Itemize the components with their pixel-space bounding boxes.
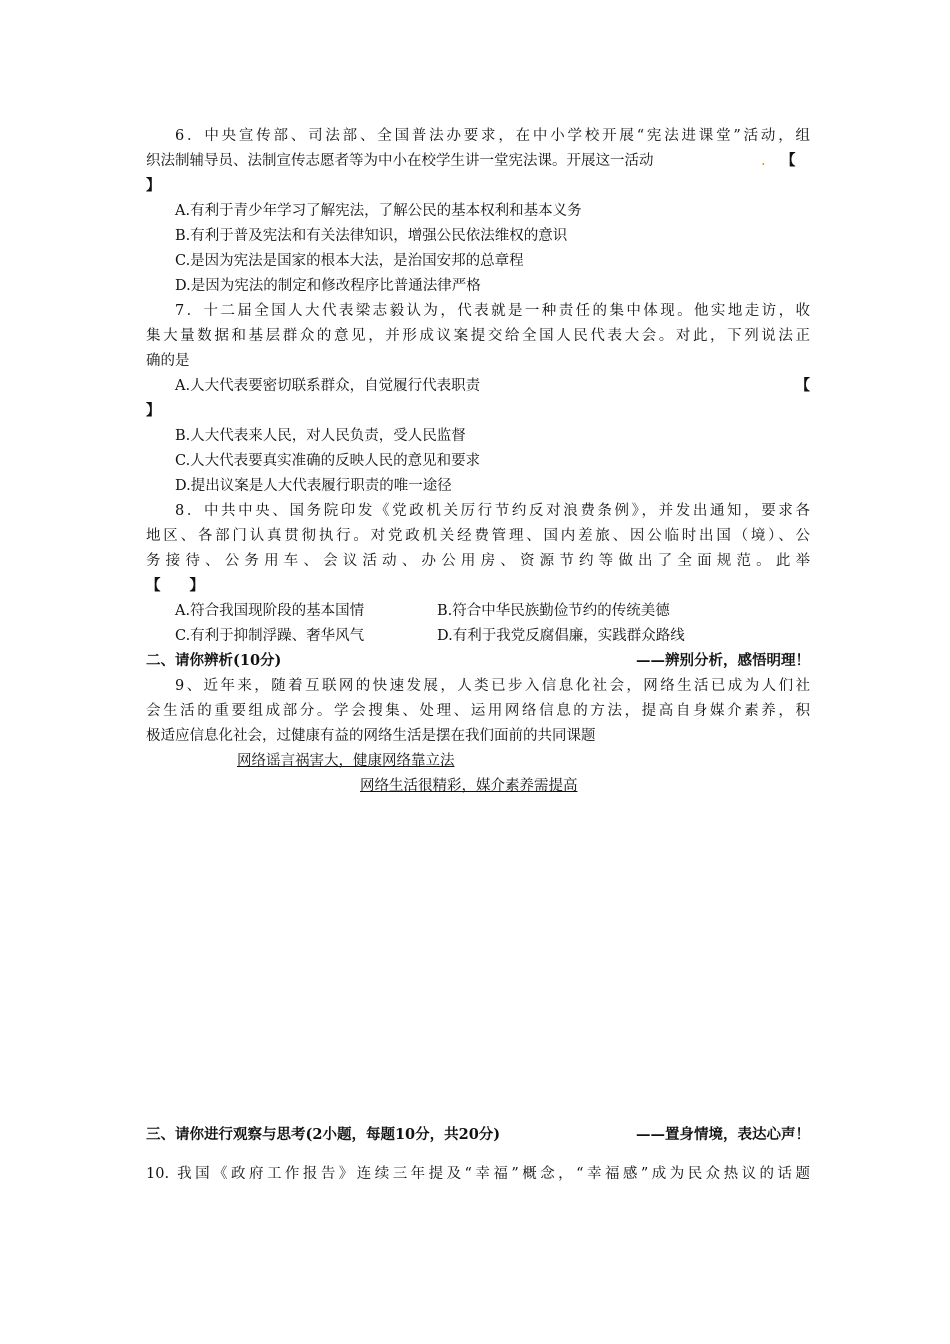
q6-line-2-text: 织法制辅导员、法制宣传志愿者等为中小在校学生讲一堂宪法课。开展这一活动: [146, 153, 654, 169]
q8-line-2: 地区、各部门认真贯彻执行。对党政机关经费管理、国内差旅、因公临时出国（境）、公: [146, 528, 810, 544]
q9-line-1: 9、近年来，随着互联网的快速发展，人类已步入信息化社会，网络生活已成为人们社: [175, 678, 810, 694]
q7-option-c: C.人大代表要真实准确的反映人民的意见和要求: [175, 453, 481, 469]
q7-line-3: 确的是: [146, 353, 190, 369]
q6-line-2: [146, 151, 810, 171]
q9-claim-2: 网络生活很精彩，媒介素养需提高: [360, 778, 578, 794]
q6-option-b: B.有利于普及宪法和有关法律知识，增强公民依法维权的意识: [175, 228, 568, 244]
section-3-title: 三、请你进行观察与思考(2小题，每题10分，共20分): [146, 1126, 501, 1143]
section-2-slogan: ——辨别分析，感悟明理！: [636, 652, 810, 669]
q7-option-b: B.人大代表来人民，对人民负责，受人民监督: [175, 428, 466, 444]
q8-option-b: B.符合中华民族勤俭节约的传统美德: [437, 603, 670, 619]
q9-line-2: 会生活的重要组成部分。学会搜集、处理、运用网络信息的方法，提高自身媒介素养，积: [146, 703, 810, 719]
q6-option-c: C.是因为宪法是国家的根本大法，是治国安邦的总章程: [175, 253, 524, 269]
q6-answer-bracket-open: 【: [781, 152, 796, 169]
q6-option-d: D.是因为宪法的制定和修改程序比普通法律严格: [175, 278, 481, 294]
q7-answer-bracket-open: 【: [795, 377, 810, 394]
q8-options-row-2: [175, 626, 810, 646]
section-2-title: 二、请你辨析(10分): [146, 652, 282, 669]
q6-line-1: 6．中央宣传部、司法部、全国普法办要求，在中小学校开展“宪法进课堂”活动，组: [175, 128, 810, 144]
q7-answer-bracket-close: 】: [146, 402, 161, 419]
q10-line-1: 10. 我国《政府工作报告》连续三年提及“幸福”概念，“幸福感”成为民众热议的话题: [146, 1166, 810, 1182]
section-3-slogan: ——置身情境，表达心声！: [636, 1126, 810, 1143]
q7-line-1: 7．十二届全国人大代表梁志毅认为，代表就是一种责任的集中体现。他实地走访，收: [175, 303, 810, 319]
q8-answer-bracket: 【 】: [146, 577, 204, 594]
q7-line-2: 集大量数据和基层群众的意见，并形成议案提交给全国人民代表大会。对此，下列说法正: [146, 328, 810, 344]
q6-answer-bracket-close: 】: [146, 177, 161, 194]
q8-line-1: 8．中共中央、国务院印发《党政机关厉行节约反对浪费条例》，并发出通知，要求各: [175, 503, 810, 519]
q9-line-3: 极适应信息化社会，过健康有益的网络生活是摆在我们面前的共同课题: [146, 728, 596, 744]
q8-option-c: C.有利于抑制浮躁、奢华风气: [175, 628, 365, 644]
q7-option-d: D.提出议案是人大代表履行职责的唯一途径: [175, 478, 452, 494]
q8-option-a: A.符合我国现阶段的基本国情: [175, 603, 365, 619]
q8-option-d: D.有利于我党反腐倡廉，实践群众路线: [437, 628, 685, 644]
q7-option-a-line: [175, 376, 810, 396]
q8-line-3: 务接待、公务用车、会议活动、办公用房、资源节约等做出了全面规范。此举: [146, 553, 810, 569]
q8-options-row-1: [175, 601, 810, 621]
q6-mark-dot: .: [761, 153, 766, 169]
q7-option-a: A.人大代表要密切联系群众，自觉履行代表职责: [175, 378, 481, 394]
section-3-header: [146, 1125, 810, 1145]
q6-option-a: A.有利于青少年学习了解宪法，了解公民的基本权利和基本义务: [175, 203, 582, 219]
section-2-header: [146, 651, 810, 671]
q9-claim-1: 网络谣言祸害大，健康网络靠立法: [237, 753, 455, 769]
